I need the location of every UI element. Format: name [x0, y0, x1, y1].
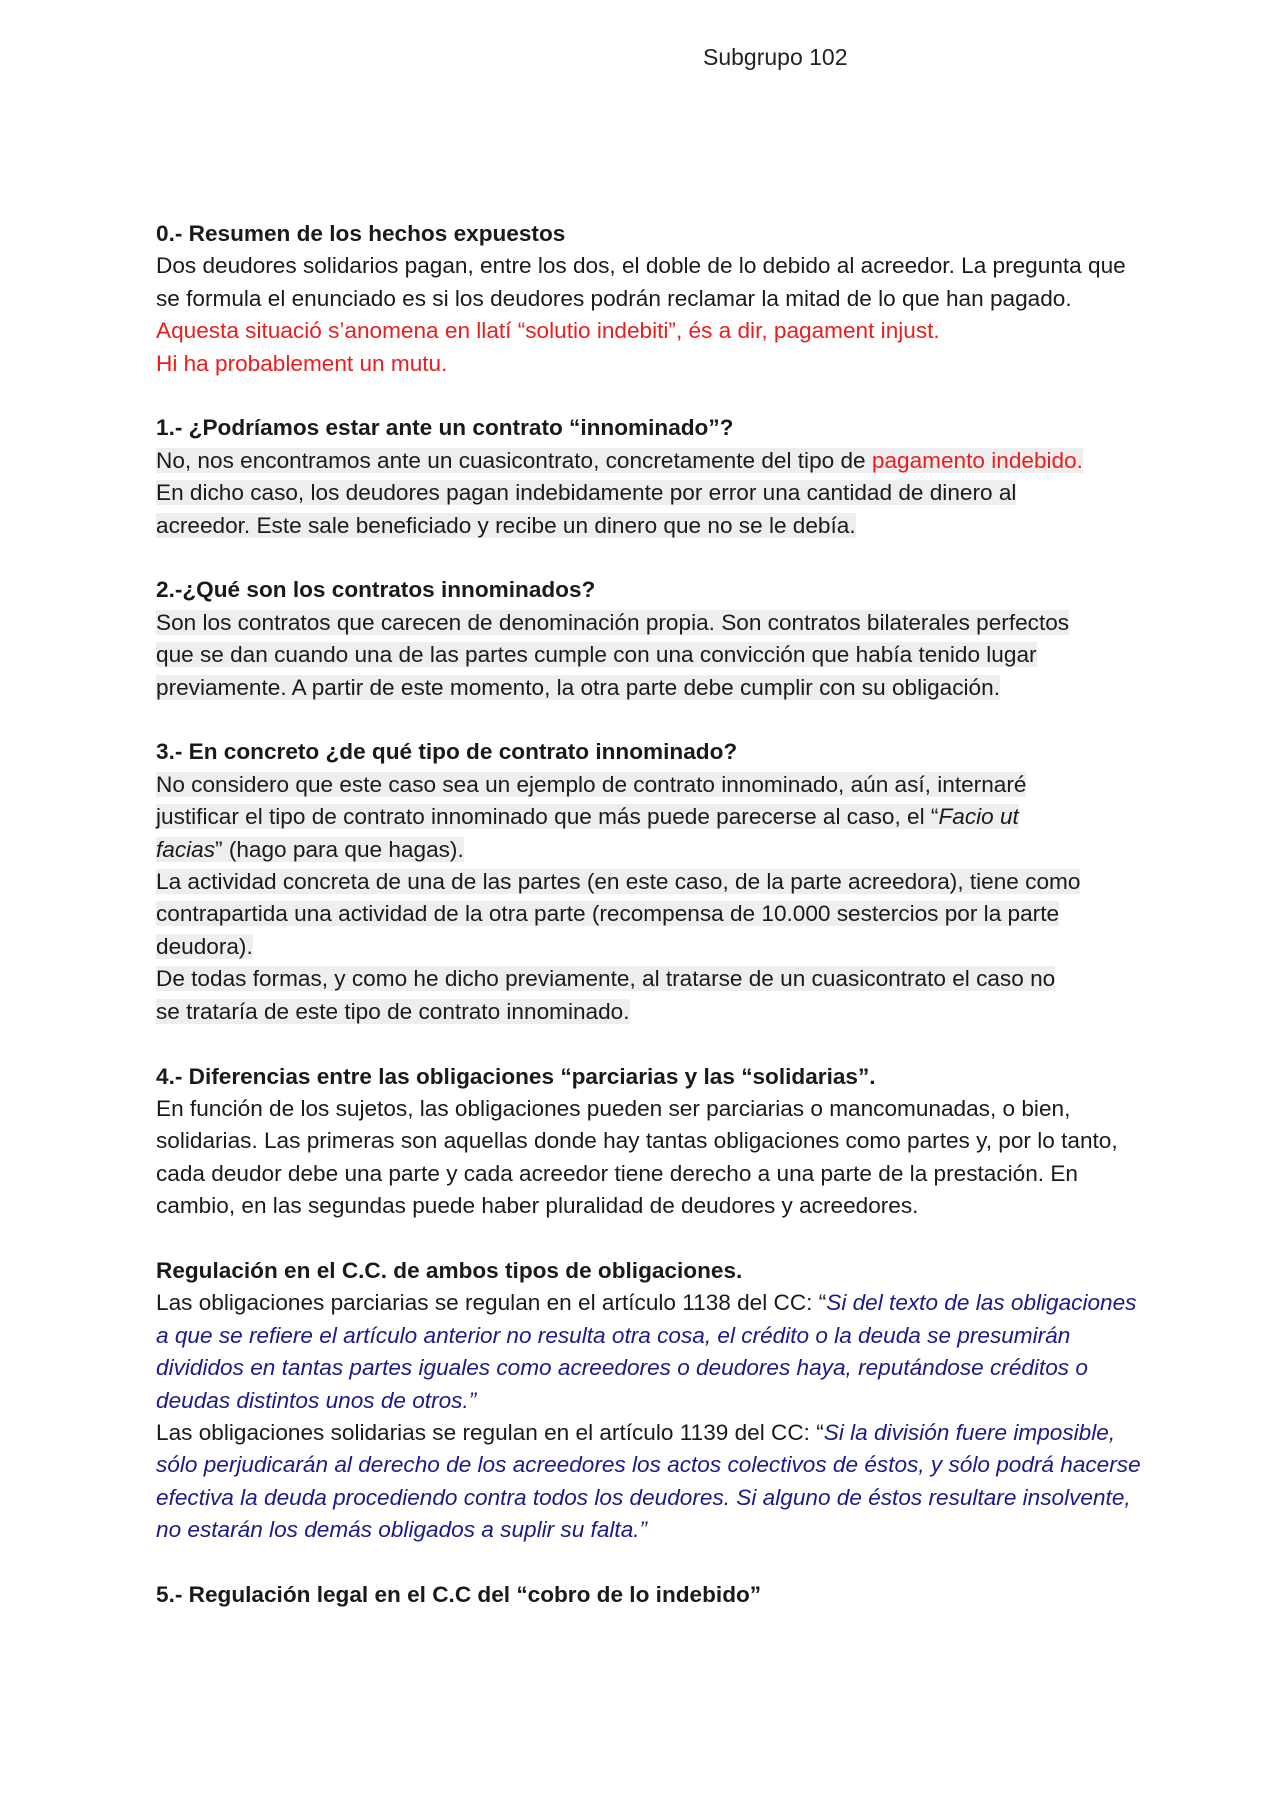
- section-5-title: 5.- Regulación legal en el C.C del “cobro de lo indebido”: [156, 1581, 762, 1607]
- section-3-line-5: [156, 898, 1141, 930]
- section-1-red-term: pagamento indebido.: [871, 447, 1083, 473]
- section-3-line-7: [156, 963, 1141, 995]
- section-4-paragraph: En función de los sujetos, las obligaciones pueden ser parciarias o mancomunadas, o bien, solidarias. Las primeras son aquellas donde hay tantas obligaciones como partes y, por lo tanto, cada deudor debe una parte y cada acreedor tiene derecho a una parte de la prestación. En cambio, en las segundas puede haber pluralidad de deudores y acreedores.: [156, 1095, 1118, 1219]
- section-3-latin-term-a: Facio ut: [938, 804, 1019, 830]
- section-2-line-1-text: Son los contratos que carecen de denominación propia. Son contratos bilaterales perfectos: [156, 609, 1070, 635]
- section-3-title: 3.- En concreto ¿de qué tipo de contrato innominado?: [156, 739, 738, 765]
- section-3-line-3: [156, 834, 1141, 866]
- section-1-line-1: [156, 445, 1141, 477]
- section-1-title: 1.- ¿Podríamos estar ante un contrato “innominado”?: [156, 415, 734, 441]
- section-0-red-note-1: Aquesta situació s’anomena en llatí “solutio indebiti”, és a dir, pagament injust.: [156, 318, 940, 344]
- section-3-line-2: [156, 801, 1141, 833]
- document-body: [156, 218, 1141, 1611]
- section-1-line-2-text: En dicho caso, los deudores pagan indebidamente por error una cantidad de dinero al: [156, 480, 1017, 506]
- section-3-line-4: [156, 866, 1141, 898]
- section-3-line-7-text: De todas formas, y como he dicho previamente, al tratarse de un cuasicontrato el caso no: [156, 966, 1056, 992]
- section-1-line-3-text: acreedor. Este sale beneficiado y recibe un dinero que no se le debía.: [156, 512, 856, 538]
- regulation-paragraph-1-intro: Las obligaciones parciarias se regulan en el artículo 1138 del CC: “: [156, 1290, 827, 1316]
- section-2-line-1: [156, 607, 1141, 639]
- section-0-text: Dos deudores solidarios pagan, entre los dos, el doble de lo debido al acreedor. La pregunta que se formula el enunciado es si los deudores podrán reclamar la mitad de lo que han pagado.: [156, 253, 1126, 311]
- section-3-line-5-text: contrapartida una actividad de la otra parte (recompensa de 10.000 sestercios por la parte: [156, 901, 1060, 927]
- regulation-title: Regulación en el C.C. de ambos tipos de obligaciones.: [156, 1257, 743, 1283]
- section-3-latin-term-b: facias: [156, 836, 216, 862]
- section-2-title: 2.-¿Qué son los contratos innominados?: [156, 577, 596, 603]
- section-1-line-2: [156, 477, 1141, 509]
- section-2-line-3: [156, 672, 1141, 704]
- section-3-line-8: [156, 996, 1141, 1028]
- regulation-quote-1138: Si del texto de las obligaciones a que se refiere el artículo anterior no resulta otra cosa, el crédito o la deuda se presumirán divididos en tantas partes iguales como acreedores o deudores haya, reputándose créditos o deudas distintos unos de otros.”: [156, 1290, 1137, 1413]
- section-2-line-2: [156, 639, 1141, 671]
- section-0-title: 0.- Resumen de los hechos expuestos: [156, 221, 566, 246]
- section-3-line-6-text: deudora).: [156, 933, 253, 959]
- section-3-line-1-text: No considero que este caso sea un ejemplo de contrato innominado, aún así, internaré: [156, 771, 1027, 797]
- regulation-paragraph-2: [156, 1417, 1141, 1547]
- section-2-line-2-text: que se dan cuando una de las partes cumple con una convicción que había tenido lugar: [156, 642, 1037, 668]
- section-3-line-3-text: ” (hago para que hagas).: [215, 836, 464, 862]
- section-2-line-3-text: previamente. A partir de este momento, la otra parte debe cumplir con su obligación.: [156, 674, 1000, 700]
- page-header-subgroup: Subgrupo 102: [703, 44, 848, 70]
- regulation-paragraph-1: [156, 1287, 1141, 1417]
- section-0-red-note-2: Hi ha probablement un mutu.: [156, 350, 448, 376]
- section-1-line-3: [156, 510, 1141, 542]
- section-4-title: 4.- Diferencias entre las obligaciones “parciarias y las “solidarias”.: [156, 1063, 876, 1089]
- section-3-line-8-text: se trataría de este tipo de contrato innominado.: [156, 998, 630, 1024]
- section-3-line-1: [156, 769, 1141, 801]
- regulation-paragraph-2-intro: Las obligaciones solidarias se regulan en el artículo 1139 del CC: “: [156, 1419, 824, 1445]
- section-3-line-2-text: justificar el tipo de contrato innominado que más puede parecerse al caso, el “: [156, 804, 939, 830]
- section-0-paragraph: [156, 250, 1141, 347]
- section-3-line-6: [156, 931, 1141, 963]
- section-3-line-4-text: La actividad concreta de una de las partes (en este caso, de la parte acreedora), tiene como: [156, 869, 1081, 895]
- regulation-quote-1139: Si la división fuere imposible, sólo perjudicarán al derecho de los acreedores los actos colectivos de éstos, y sólo podrá hacerse efectiva la deuda procediendo contra todos los deudores. Si alguno de éstos resultare insolvente, no estarán los demás obligados a suplir su falta.”: [156, 1419, 1141, 1543]
- section-1-line-1-text: No, nos encontramos ante un cuasicontrato, concretamente del tipo de: [156, 447, 866, 473]
